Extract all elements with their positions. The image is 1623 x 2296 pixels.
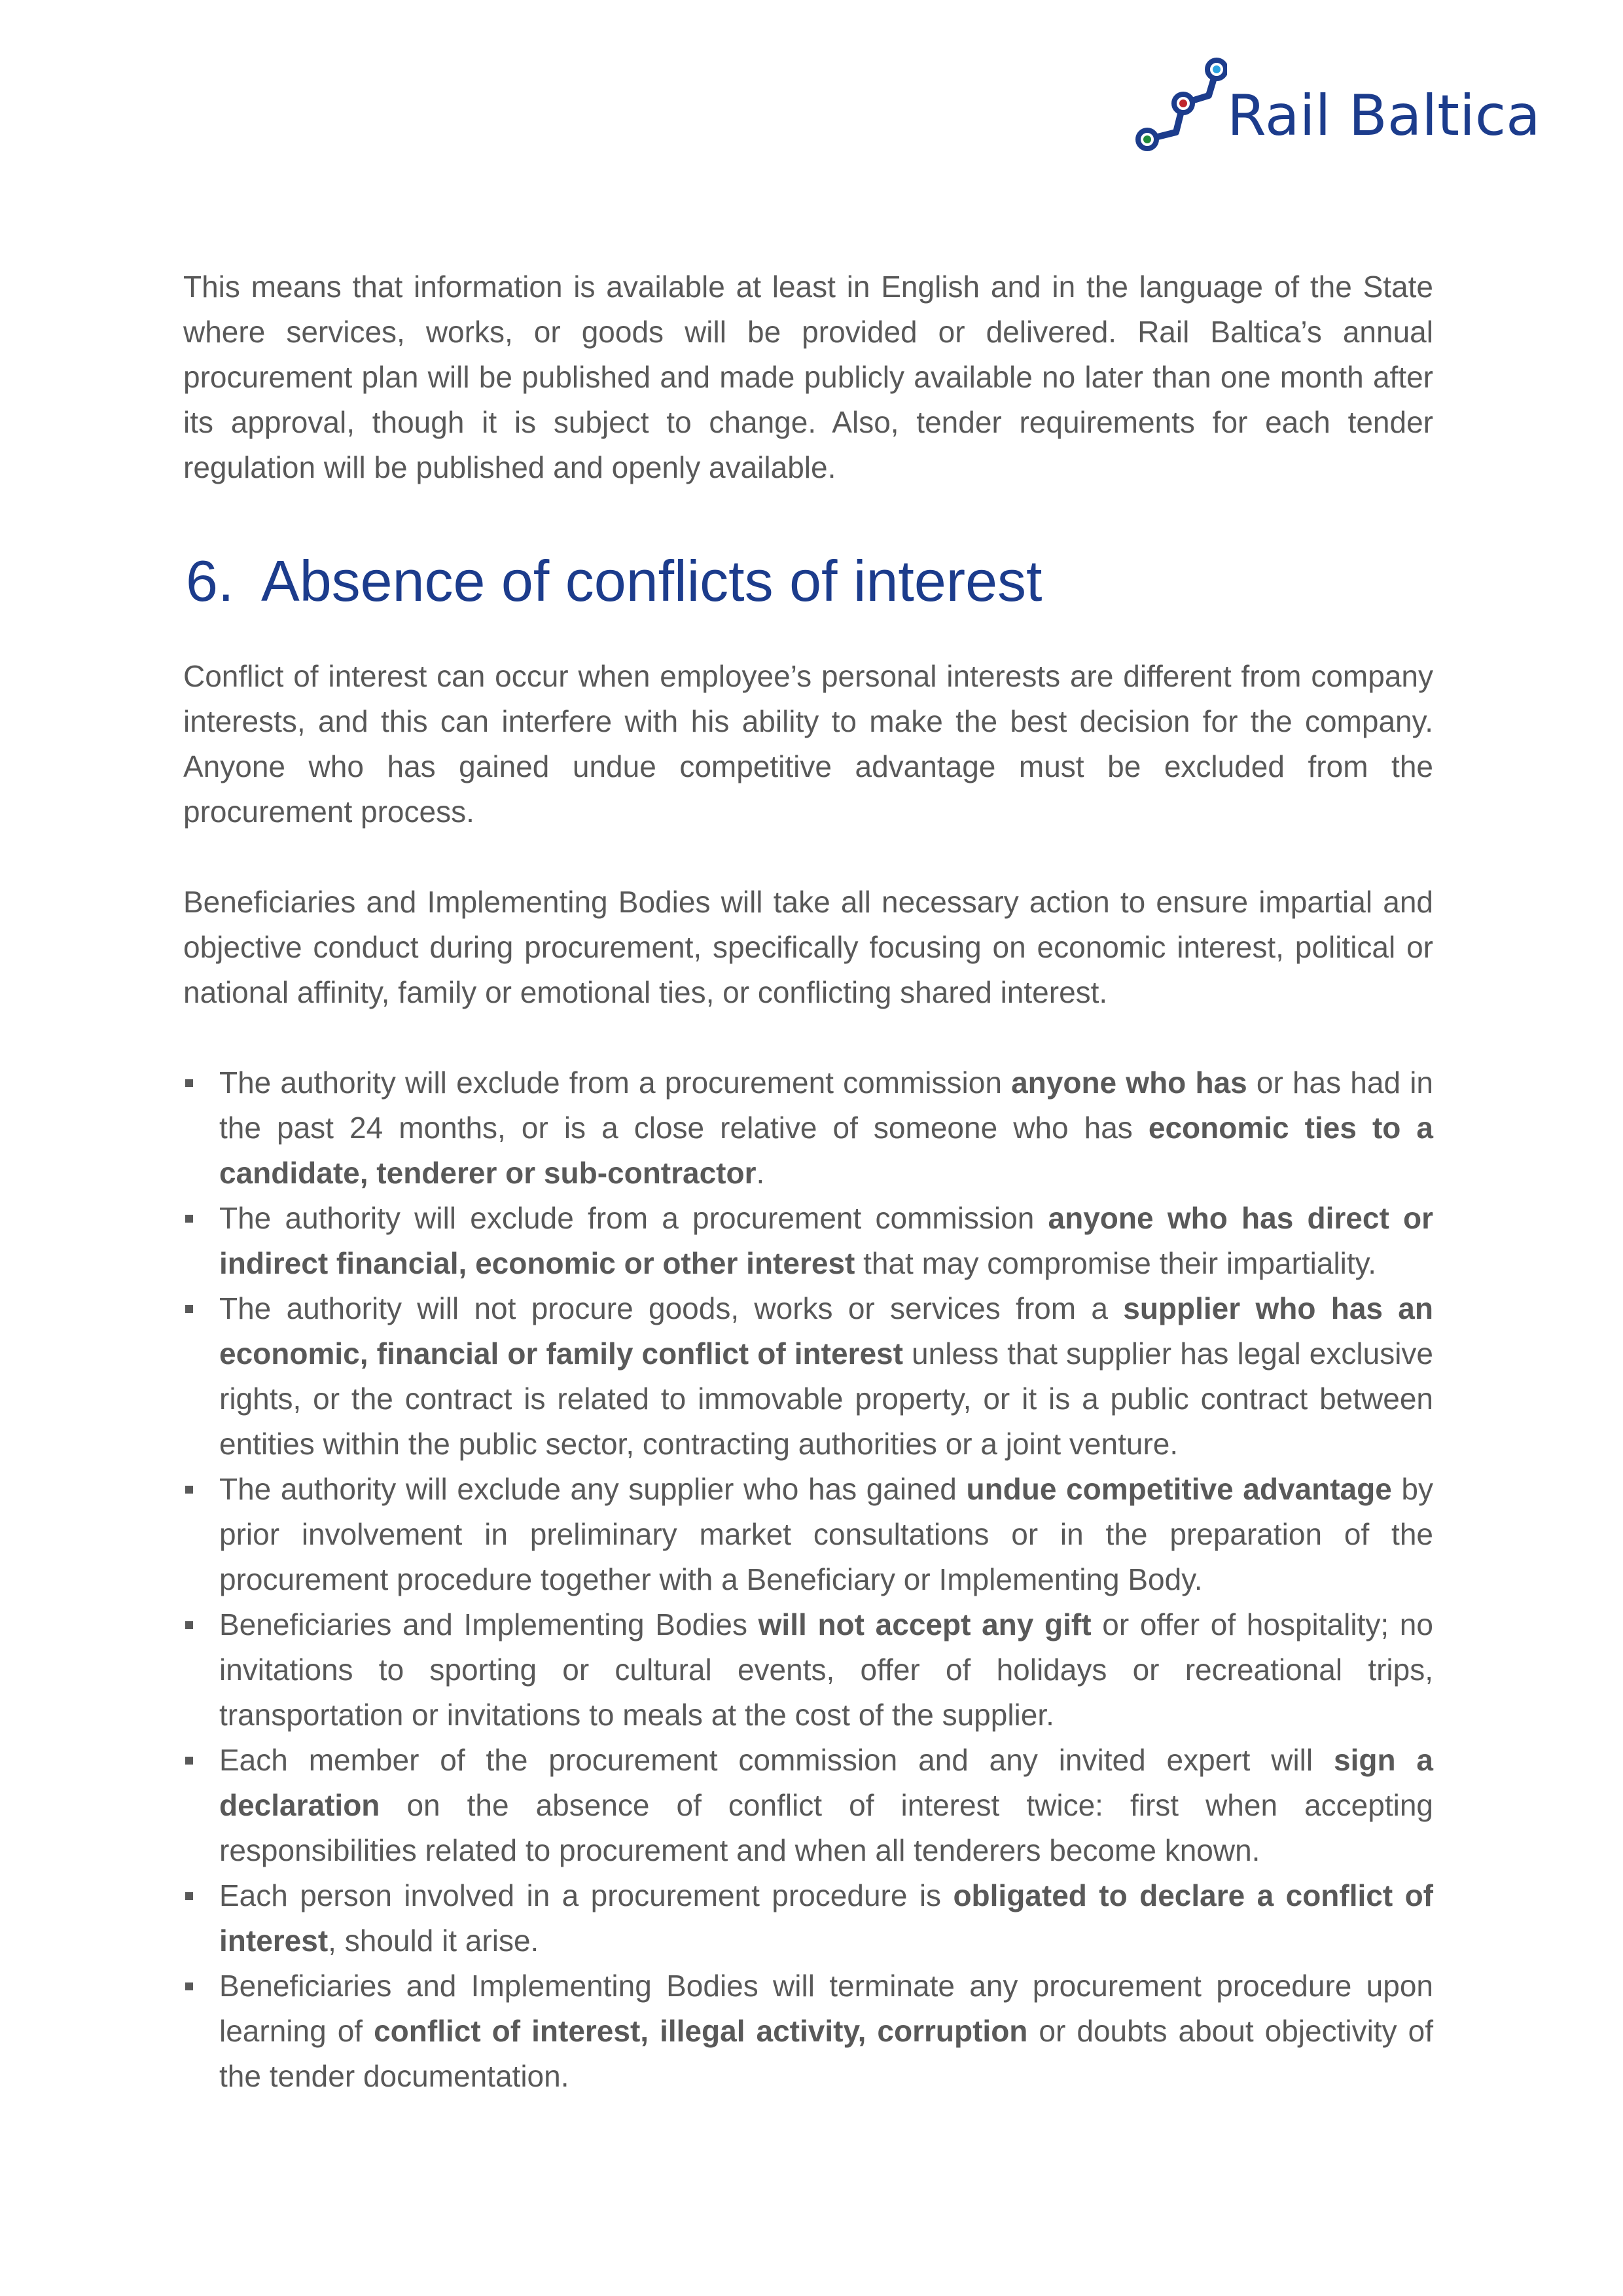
rail-baltica-logo-icon [1135, 52, 1227, 157]
section-heading [183, 545, 1433, 617]
list-item: The authority will exclude any supplier who has gained undue competitive advantage by prior involvement in preliminary market consultations or in the preparation of the procurement procedure together with a Beneficiary or Implementing Body. [183, 1467, 1433, 1602]
list-item: The authority will exclude from a procurement commission anyone who has direct or indirect financial, economic or other interest that may compromise their impartiality. [183, 1196, 1433, 1286]
list-item: Beneficiaries and Implementing Bodies will terminate any procurement procedure upon learning of conflict of interest, illegal activity, corruption or doubts about objectivity of the tender documentation. [183, 1964, 1433, 2099]
list-item: The authority will exclude from a procurement commission anyone who has or has had in the past 24 months, or is a close relative of someone who has economic ties to a candidate, tenderer or sub-contractor. [183, 1060, 1433, 1196]
list-item: Each member of the procurement commission and any invited expert will sign a declaration on the absence of conflict of interest twice: first when accepting responsibilities related to procurement and when all tenderers become known. [183, 1738, 1433, 1873]
section-title: Absence of conflicts of interest [261, 548, 1043, 613]
paragraph-beneficiaries: Beneficiaries and Implementing Bodies will take all necessary action to ensure impartial and objective conduct during procurement, specifically focusing on economic interest, political or national affinity, family or emotional ties, or conflicting shared interest. [183, 885, 1433, 1009]
paragraph-conflict-definition: Conflict of interest can occur when employee’s personal interests are different from company interests, and this can interfere with his ability to make the best decision for the company. Anyone who has gained undue competitive advantage must be excluded from the procurement process. [183, 659, 1433, 829]
square-bullet-icon [185, 1079, 193, 1087]
bullet-list [183, 1060, 1433, 2099]
list-item: The authority will not procure goods, works or services from a supplier who has an economic, financial or family conflict of interest unless that supplier has legal exclusive rights, or the contract is related to immovable property, or it is a public contract between entities within the public sector, contracting authorities or a joint venture. [183, 1286, 1433, 1467]
square-bullet-icon [185, 1892, 193, 1900]
list-item: Beneficiaries and Implementing Bodies will not accept any gift or offer of hospitality; no invitations to sporting or cultural events, offer of holidays or recreational trips, transportation or invitations to meals at the cost of the supplier. [183, 1602, 1433, 1738]
rail-baltica-logo [1135, 52, 1541, 157]
intro-paragraph: This means that information is available at least in English and in the language of the State where services, works, or goods will be provided or delivered. Rail Baltica’s annual procurement plan will be published and made publicly available no later than one month after its approval, though it is subject to change. Also, tender requirements for each tender regulation will be published and openly available. [183, 270, 1433, 484]
list-item: Each person involved in a procurement procedure is obligated to declare a conflict of interest, should it arise. [183, 1873, 1433, 1964]
square-bullet-icon [185, 1757, 193, 1765]
square-bullet-icon [185, 1305, 193, 1313]
square-bullet-icon [185, 1982, 193, 1990]
square-bullet-icon [185, 1486, 193, 1494]
logo-text: Rail Baltica [1227, 83, 1541, 149]
document-body [183, 264, 1433, 2099]
square-bullet-icon [185, 1621, 193, 1629]
square-bullet-icon [185, 1215, 193, 1223]
section-number: 6. [186, 548, 234, 613]
